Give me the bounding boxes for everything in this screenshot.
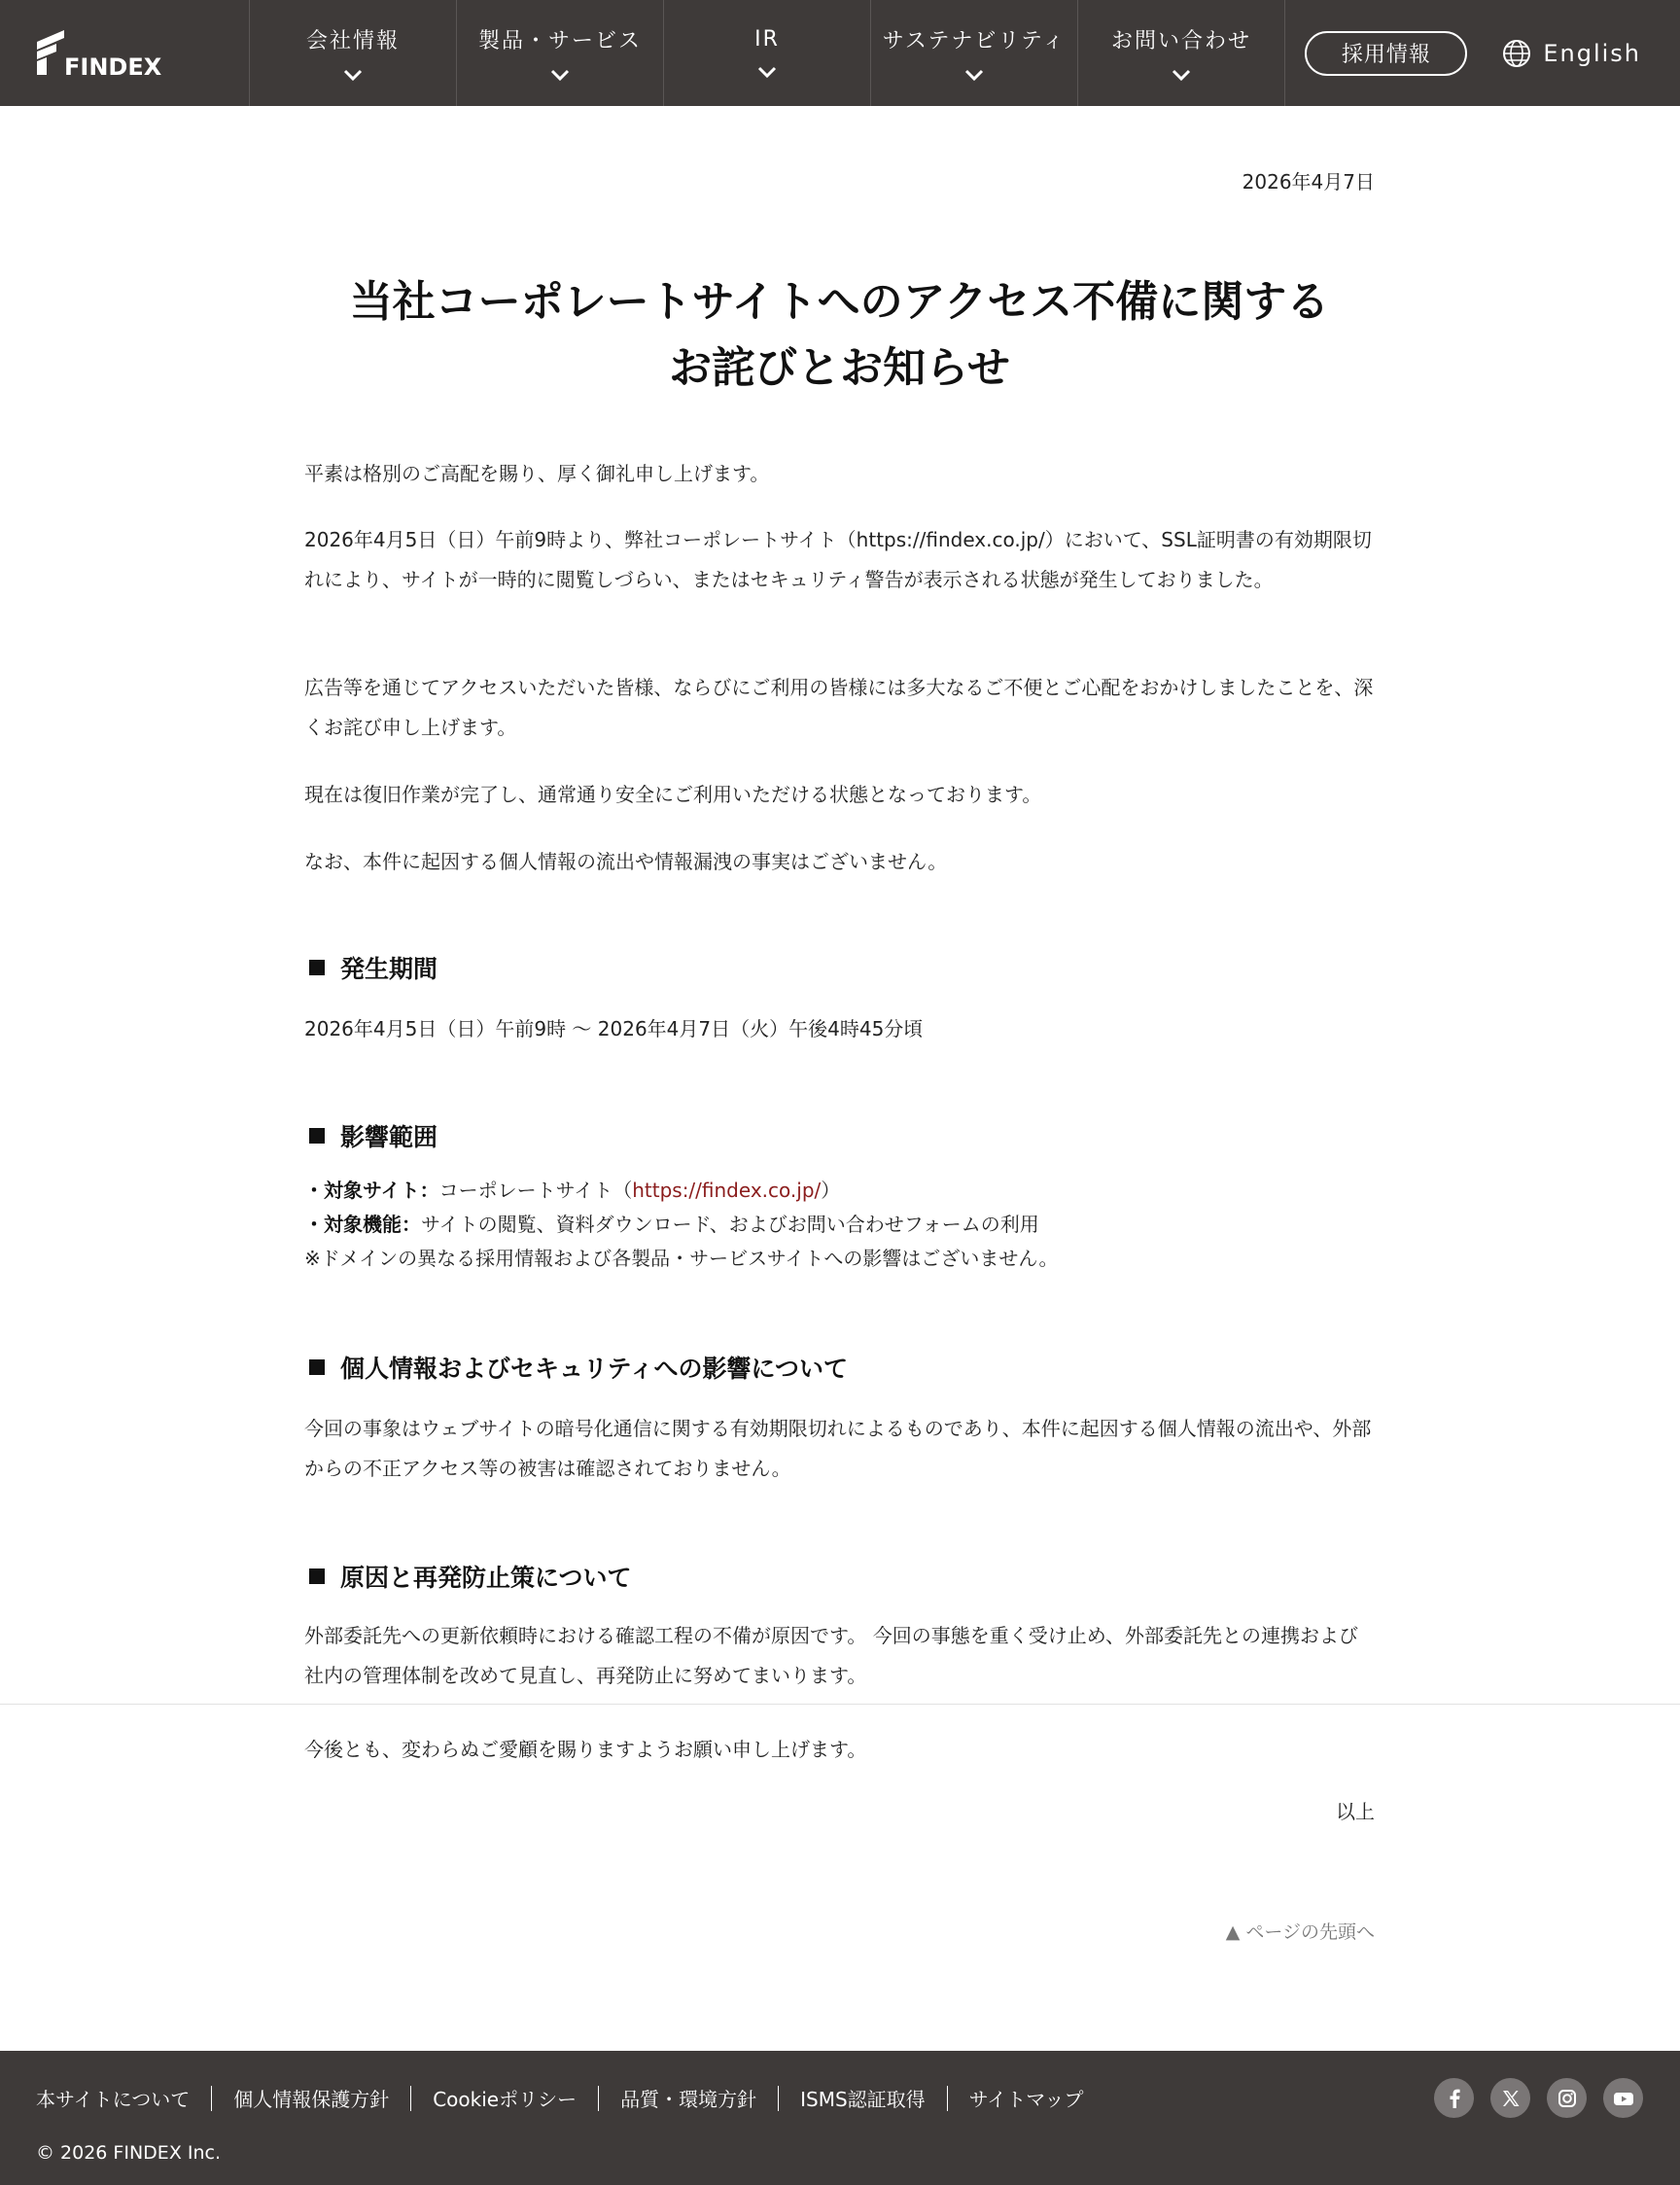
nav-products[interactable] <box>457 0 664 106</box>
nav-label: 会社情報 <box>305 29 400 53</box>
svg-text:FINDEX: FINDEX <box>64 53 162 79</box>
security-text: 今回の事象はウェブサイトの暗号化通信に関する有効期限切れによるものであり、本件に起因する個人情報の流出や、外部からの不正アクセス等の被害は確認されておりません。 <box>304 1417 1372 1480</box>
heading-period <box>304 950 438 985</box>
footer-link-about-site[interactable]: 本サイトについて <box>36 2088 191 2111</box>
footer-links <box>36 2084 1083 2112</box>
footer-separator <box>410 2086 411 2111</box>
heading-text: 原因と再発防止策について <box>340 1564 632 1592</box>
site-footer <box>0 2051 1680 2185</box>
scope-site-close: ） <box>821 1179 841 1202</box>
footer-separator <box>598 2086 599 2111</box>
footer-separator <box>211 2086 212 2111</box>
scope-func-item <box>304 1208 1375 1242</box>
scope-list <box>304 1174 1375 1276</box>
corporate-site-link[interactable]: https://findex.co.jp/ <box>632 1179 822 1202</box>
nav-company[interactable] <box>250 0 457 106</box>
heading-security <box>304 1350 848 1385</box>
footer-link-cookie[interactable]: Cookieポリシー <box>433 2088 578 2111</box>
globe-icon <box>1502 39 1531 68</box>
square-bullet-icon <box>309 960 325 975</box>
footer-link-sitemap[interactable]: サイトマップ <box>968 2088 1084 2111</box>
scope-func-label: ・対象機能： <box>304 1213 421 1236</box>
closing-text: 今後とも、変わらぬご愛顧を賜りますようお願い申し上げます。 <box>304 1738 867 1761</box>
nav-label: サステナビリティ <box>882 29 1067 53</box>
square-bullet-icon <box>309 1359 325 1375</box>
square-bullet-icon <box>309 1568 325 1584</box>
facebook-icon[interactable] <box>1434 2078 1474 2118</box>
scope-func-text: サイトの閲覧、資料ダウンロード、およびお問い合わせフォームの利用 <box>421 1213 1039 1236</box>
scope-site-item <box>304 1174 1375 1208</box>
footer-separator <box>778 2086 779 2111</box>
intro-paragraph-3: 広告等を通じてアクセスいただいた皆様、ならびにご利用の皆様には多大なるご不便とご心配をおかけしましたことを、深くお詫び申し上げます。 <box>304 676 1374 739</box>
nav-ir[interactable] <box>664 0 871 106</box>
intro-paragraph-1: 平素は格別のご高配を賜り、厚く御礼申し上げます。 <box>304 462 770 485</box>
english-label: English <box>1543 39 1641 67</box>
heading-text: 個人情報およびセキュリティへの影響について <box>340 1355 849 1383</box>
english-link[interactable] <box>1502 39 1641 68</box>
site-header <box>0 0 1680 106</box>
recruit-button[interactable]: 採用情報 <box>1305 31 1467 76</box>
publish-date: 2026年4月7日 <box>1242 170 1375 194</box>
global-nav <box>250 0 1285 106</box>
title-line-2: お詫びとお知らせ <box>669 343 1010 393</box>
youtube-icon[interactable] <box>1603 2078 1643 2118</box>
header-utilities <box>1285 0 1680 106</box>
chevron-down-icon <box>549 68 571 82</box>
back-to-top-link[interactable]: ▲ ページの先頭へ <box>1225 1921 1375 1943</box>
instagram-icon[interactable] <box>1547 2078 1587 2118</box>
page-title <box>304 269 1375 402</box>
intro-paragraph-2: 2026年4月5日（日）午前9時より、弊社コーポレートサイト（https://findex.co.jp/）において、SSL証明書の有効期限切れにより、サイトが一時的に閲覧しづらい、またはセキュリティ警告が表示される状態が発生しておりました。 <box>304 528 1372 591</box>
findex-logo[interactable] <box>0 0 250 106</box>
chevron-down-icon <box>963 68 985 82</box>
period-text: 2026年4月5日（日）午前9時 ～ 2026年4月7日（火）午後4時45分頃 <box>304 1017 924 1040</box>
nav-label: お問い合わせ <box>1110 29 1251 53</box>
heading-text: 発生期間 <box>340 955 438 983</box>
copyright: © 2026 FINDEX Inc. <box>36 2142 221 2164</box>
nav-contact[interactable] <box>1078 0 1285 106</box>
heading-text: 影響範囲 <box>340 1123 438 1151</box>
x-icon[interactable] <box>1490 2078 1530 2118</box>
heading-scope <box>304 1118 438 1153</box>
title-line-1: 当社コーポレートサイトへのアクセス不備に関する <box>349 277 1330 327</box>
findex-logo-mark <box>35 28 171 79</box>
nav-label: IR <box>754 27 780 52</box>
intro-paragraph-4: 現在は復旧作業が完了し、通常通り安全にご利用いただける状態となっております。 <box>304 783 1042 806</box>
scope-site-label: ・対象サイト： <box>304 1179 439 1202</box>
ijou-text: 以上 <box>1336 1800 1375 1823</box>
footer-link-privacy[interactable]: 個人情報保護方針 <box>233 2088 390 2111</box>
content-divider <box>0 1704 1680 1705</box>
nav-sustainability[interactable] <box>871 0 1078 106</box>
scope-site-text: コーポレートサイト（ <box>438 1179 633 1202</box>
footer-link-isms[interactable]: ISMS認証取得 <box>800 2088 926 2111</box>
cause-text: 外部委託先への更新依頼時における確認工程の不備が原因です。 今回の事態を重く受け止め、外部委託先との連携および社内の管理体制を改めて見直し、再発防止に努めてまいります。 <box>304 1624 1358 1687</box>
chevron-down-icon <box>1171 68 1192 82</box>
heading-cause <box>304 1559 632 1594</box>
intro-paragraph-5: なお、本件に起因する個人情報の流出や情報漏洩の事実はございません。 <box>304 850 948 873</box>
chevron-down-icon <box>342 68 364 82</box>
footer-link-quality[interactable]: 品質・環境方針 <box>620 2088 757 2111</box>
social-links <box>1434 2078 1643 2118</box>
nav-label: 製品・サービス <box>477 29 642 53</box>
footer-separator <box>947 2086 948 2111</box>
scope-note: ※ドメインの異なる採用情報および各製品・サービスサイトへの影響はございません。 <box>304 1247 1059 1270</box>
chevron-down-icon <box>756 65 778 79</box>
square-bullet-icon <box>309 1128 325 1144</box>
